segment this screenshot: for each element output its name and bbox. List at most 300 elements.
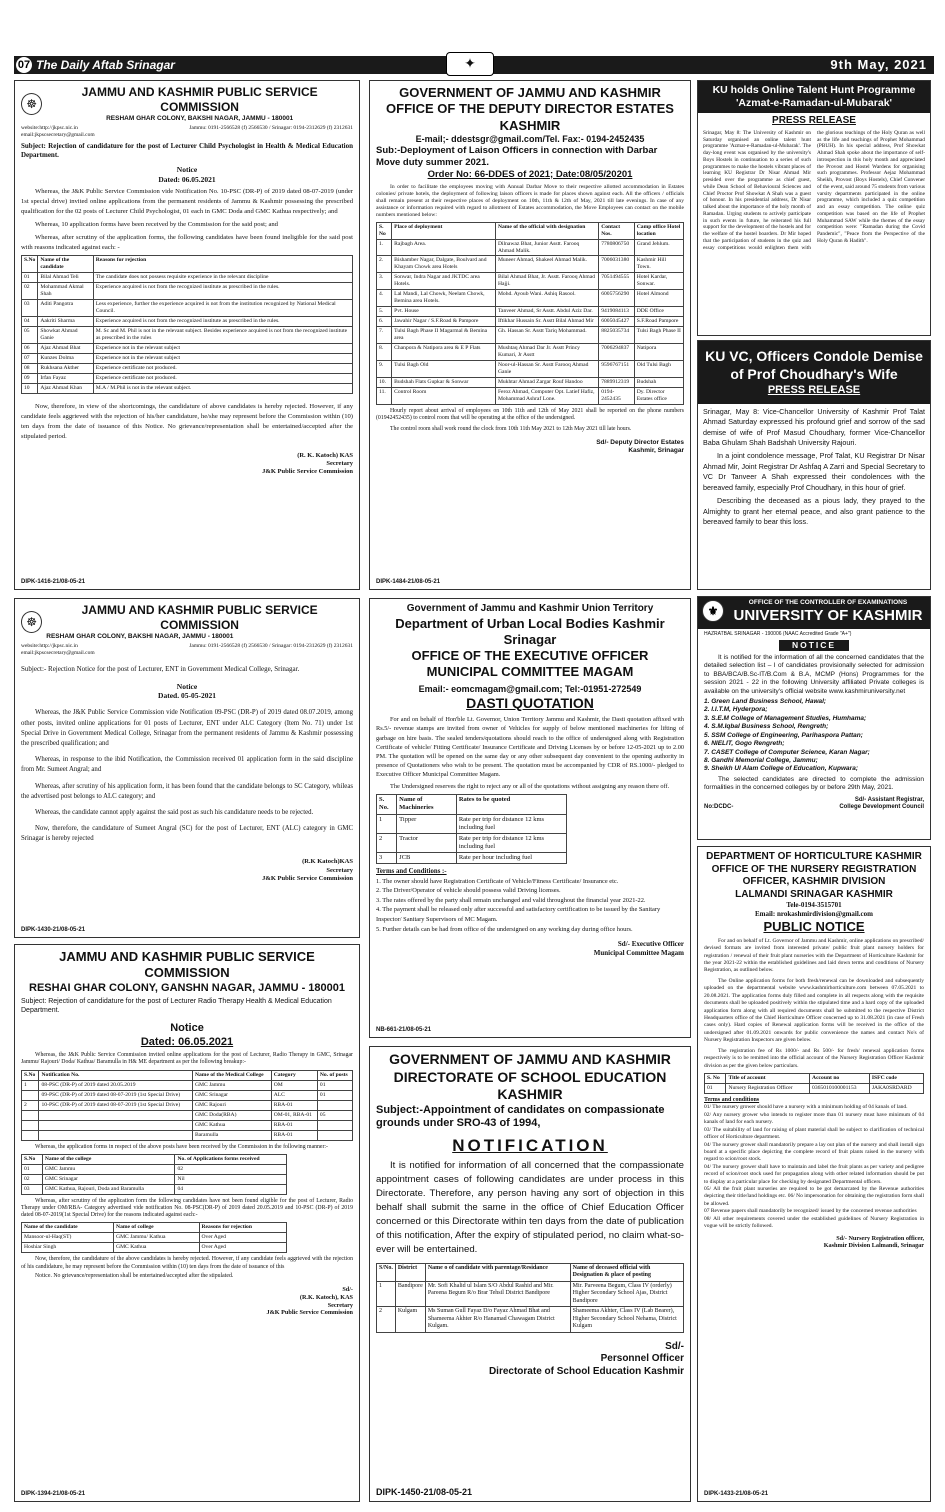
term-item: 02/ Any nursery grower who intends to register more than 01 nursery must have minimum of 04 kanals of land for each nursery. [704,1111,924,1126]
subject: Subject:-Appointment of candidates on compassionate grounds under SRO-43 of 1994, [376,1103,665,1130]
cell: RBA-01 [271,1100,317,1110]
signatory-org: Municipal Committee Magam [593,949,684,958]
cell: Aditi Pangotra [38,300,93,317]
jkpsc-notice-radio-therapy [14,944,360,1502]
signature-mark: Sd/- [342,1286,353,1294]
signatory-title: Secretary [327,1301,353,1309]
ad-code: NB-661-21/08-05-21 [376,1026,432,1033]
signatory: Sd/- Nursery Registration officer, [836,1234,924,1242]
paragraph: For and on behalf of Hon'ble Lt. Governor, Union Territory Jammu and Kashmir, the Dasti quotation affixed with Rs.5/- revenue stamps are invited from owner of Vehicles for supply of below mentioned machineries for lifting of garbage on hire basis. The sealed tenders/quotations should reach to the office of undersigned along with Registration Certificate of vehicle/ Fitting Certificate/ Insurance Certificate and Driving Licenses by or before 12-05-2021 up to 2.00 PM. The quotation will be opened on the same day or any other subsequent day convenient to the opening authority in presence of Quotationers who wish to be present. The quotation must be accompanied by CDR of RS.1000/- pledged to Executive Officer Municipal Committee Magam. [376,716,684,778]
cell: Experience certificate not produced. [93,364,352,374]
table-header: S.No [22,1070,39,1080]
press-release-label: PRESS RELEASE [767,384,861,397]
table-row [22,1184,287,1194]
signatory: Sd/- Executive Officer [617,940,684,949]
cell: GMC Rajouri [192,1100,271,1110]
cell [39,1110,192,1120]
ad-code: DIPK-1430-21/08-05-21 [21,926,86,933]
headline-line: KU holds Online Talent Hunt Programme [712,84,916,96]
cell: Dilnawaz Bhat, Junior Asstt. Farooq Ahmad Malik. [495,239,598,256]
cell: 06 [22,344,38,354]
cell: 02 [175,1164,286,1174]
ulb-dasti-quotation [369,598,691,1038]
email[interactable]: email:jkpscsecretary@gmail.com [21,650,95,656]
public-notice-heading: PUBLIC NOTICE [763,918,865,934]
cell: Muneer Ahmad, Shakeel Ahmad Malik. [495,256,598,273]
ad-code: DIPK-1450-21/08-05-21 [376,1486,473,1497]
headline-line: 'Azmat-e-Ramadan-ul-Mubarak' [735,97,893,110]
cell: Tulsi Bagh Phase II [634,327,683,344]
table-header: Rates to be quoted [456,795,566,814]
cell: Rajbagh Area. [392,239,496,256]
table-row [22,1164,287,1174]
cell: 7051494555 [599,273,635,290]
term-item: 5. Further details can be had from office of the undersigned on any working day during office hours. [376,925,633,933]
cell: Natipora [634,344,683,361]
table-header: Name of the Medical College [192,1070,271,1080]
paper-logo-icon: ✦ [446,52,494,76]
cell: GMC Jammu [192,1080,271,1090]
table-header: Name of the college [42,1154,175,1164]
term-item: 4. The payment shall be released only after successful and satisfactory certification to be issued by the Sanitary Inspector/ Sanitary Supervisors of MC Magam. [376,906,661,924]
reference-number: No:DCDC- [704,804,734,811]
paper-name: The Daily Aftab Srinagar [36,58,175,72]
emblem-icon: ☸ [21,611,42,633]
cell: 09 [22,374,38,384]
cell: 3 [377,853,397,864]
org-title: JAMMU AND KASHMIR PUBLIC SERVICE COMMISSION [81,85,318,114]
cell: GMC Srinagar [192,1090,271,1100]
term-item: 1. The owner should have Registration Certificate of Vehicle/Fitness Certificate/ Insurance etc. [376,877,619,885]
cell: 1 [377,1281,396,1307]
cell [39,1130,192,1140]
cell: Tractor [397,833,457,852]
org-address: RESHAI GHAR COLONY, GANSHN NAGAR, JAMMU - 180001 [29,981,345,994]
cell [39,1120,192,1130]
table-header: Name o of candidate with parentage/Residance [425,1263,570,1281]
signature-mark: Sd/- [665,1340,684,1352]
cell: GMC Srinagar [42,1174,175,1184]
cell: Mushtaq Ahmad Dar Jr. Asstt Princy Kumari, Jr Asstt [495,344,598,361]
cell: 08 [22,364,38,374]
cell: 6005756290 [599,290,635,307]
table-header: Name of Machineries [397,795,457,814]
cell: 04 [22,317,38,327]
office-location: LALMANDI SRINAGAR KASHMIR [735,888,893,900]
directorate-title: DIRECTORATE OF SCHOOL EDUCATION KASHMIR [393,1068,667,1102]
college-item: 4. S.M.Iqbal Business School, Rengreth; [704,723,829,731]
cell: Mr. Sofi Khalid ul Islam S/O Abdul Rashid and Mir. Pareena Begum R/o Brar Tehsil District Bandipore [425,1281,570,1307]
signatory-place: Kashmir, Srinagar [628,447,684,455]
cell: 7006294837 [599,344,635,361]
jkpsc-notice-child-psychologist [14,80,360,590]
website[interactable]: website:http://jkpsc.nic.in [21,643,78,650]
ad-code: DIPK-1433-21/08-05-21 [704,1490,769,1497]
cell: Budshah [634,378,683,388]
cell: DDE Office [634,307,683,317]
table-row [22,1243,287,1253]
candidates-table [376,1263,684,1333]
rejection-table [21,255,353,394]
horticulture-public-notice [697,846,931,1502]
table-row [22,374,353,384]
table-header: Reasons for rejection [199,1223,286,1233]
paragraph: The Undersigned reserves the right to reject any or all of the quotations without assigning any reason there off. [390,783,670,791]
cell: Over Aged [199,1243,286,1253]
cell: 02 [22,1174,43,1184]
cell [22,1120,39,1130]
cell: OM-01, RBA-01 [271,1110,317,1120]
paragraph: Describing the deceased as a pious lady, they prayed to the Almighty to grant her eternal peace, and also grant patience to the bereaved family to bear this loss. [703,496,925,527]
cell: 07 [22,354,38,364]
cell: 08-PSC (DR-P) of 2019 dated 20.05.2019 [39,1080,192,1090]
cell: 10-PSC (DR-P) of 2019 dated 08-07-2019 (1st Special Drive) [39,1100,192,1110]
cell: GMC Jammu [42,1164,175,1174]
cell: 7780806750 [599,239,635,256]
headline [698,81,930,113]
cell [22,1130,39,1140]
table-row [377,1307,684,1333]
cell: Control Room [392,388,496,405]
table-header: S. No [705,1073,726,1083]
ad-code: DIPK-1416-21/08-05-21 [21,578,86,585]
cell: 9. [377,361,392,378]
cell: Rukhsana Akther [38,364,93,374]
paragraph: The control room shall work round the clock from 10th 11th May 2021 to 12th May 2021 till late hours. [390,425,632,432]
table-row [22,1110,353,1120]
table-row [377,290,684,307]
cell: 05 [317,1110,352,1120]
cell: Feroz Ahmad, Computer Opt. Latief Hafiz, Mohammad Ashraf Lone. [495,388,598,405]
cell: Experience acquired is not from the recognized institute as prescribed in the rules. [93,283,352,300]
cell: Bilal Ahmad Teli [38,273,93,283]
cell: Ajaz Ahmad Khan [38,384,93,394]
signatory-org: J&K Public Service Commission [262,468,353,476]
headline-line: KU VC, Officers Condole Demise [705,348,923,364]
paragraph: Now, therefore, the candidature of Sumeet Angral (SC) for the post of Lecturer, ENT (ALC) category in GMC Srinagar is hereby rejected [21,825,353,843]
college-item: 1. Green Land Business School, Hawal; [704,697,827,705]
paragraph: Whereas, in response to the ibid Notification, the Commission received 01 application form in the said discipline from Mr. Sumeet Angral; and [21,756,353,774]
jkpsc-notice-ent [14,598,360,938]
cell: Lal Mandi, Lal Chowk, Neelam Chowk, Bemina area Hotels. [392,290,496,307]
website[interactable]: website:http://jkpsc.nic.in [21,125,78,132]
dept-title: DEPARTMENT OF HORTICULTURE KASHMIR [706,851,922,862]
govt-title: Government of Jammu and Kashmir Union Territory [406,603,654,614]
cell: 01 [22,1164,43,1174]
cell: 10 [22,384,38,394]
cell: Mohd. Ayoub Wani. Ashiq Rasool. [495,290,598,307]
emblem-icon: ☸ [21,93,42,115]
table-header: Contact Nos. [599,222,635,239]
subject: Subject:- Rejection Notice for the post of Lecturer, ENT in Government Medical College, Srinagar. [21,664,300,673]
cell [22,1110,39,1120]
cell: 9419084113 [599,307,635,317]
table-header: Name of the candidate [38,256,93,273]
table-row [22,273,353,283]
cell: Shameema Akhter, Class IV (Lab Bearer), Higher Secondary School Nehama, District Kulgam [570,1307,683,1333]
cell: Baramulla [192,1130,271,1140]
table-row [22,1100,353,1110]
cell: RBA-01 [271,1130,317,1140]
table-header: Name of deceased official with Designation & place of posting [570,1263,683,1281]
table-row [22,317,353,327]
table-header: Name of the official with designation [495,222,598,239]
signatory-org: Directorate of School Education Kashmir [488,1365,684,1377]
cell: Ms Suman Gull Fayaz D/o Fayaz Ahmad Bhat and Shameema Akhter R/o Hanamad Chawagam District Kulgam. [425,1307,570,1333]
cell: Less experience, further the experience acquired is not from the institution recognized by National Medical Council. [93,300,352,317]
cell: Tulsi Bagh Old [392,361,496,378]
cell: Nursery Registration Officer [726,1083,810,1093]
cell: Rate per trip for distance 12 kms including fuel [456,833,566,852]
ku-exam-notice [697,596,931,840]
term-item: 3. The rates offered by the party shall remain unchanged and valid throughout the financial year 2021-22. [376,896,646,904]
table-header: No. of posts [317,1070,352,1080]
cell [317,1120,352,1130]
cell: Aakriti Sharma [38,317,93,327]
college-item: 2. I.I.T.M, Hyderpora; [704,706,768,714]
table-row [377,256,684,273]
ku-condolence-release [697,340,931,590]
cell [317,1130,352,1140]
table-header: S/No. [377,1263,396,1281]
cell: Sonwar, Indra Nagar and JKTDC area Hotels. [392,273,496,290]
article-body: Srinagar, May 8: The University of Kashmir on Saturday organised an online talent hunt programme 'Azmat-e-Ramadan-ul-Mubarak'. The day-long event was organised by the university's Boys Hostels in continuation to a series of such programmes to make the hostels vibrant places of learning KU Registrar Dr Nisar Ahmad Mir presided over the programme as chief guest, while Dean School of Behavioural Sciences and Chief Proctor Prof Showkat A Shah was a guest of honour. In his presidential address, Dr Nisar talked about the importance of the holy month of Ramadan. Urging students to actively participate in such events in future, he reiterated his full support for the development of the hostels and for the welfare of the hostel boarders. Dr Mir hoped that the participation of students in the quiz and essay competitions would enlighten them with the glorious teachings of the Holy Quran as well as the life and teachings of Prophet Mohammad (PBUH). In his special address, Prof Showkat Ahmad Shah spoke about the importance of self-introspection in this holy month and appreciated the Provost and Hostel Wardens for organising such programmes. Professor Aejaz Mohammad Sheikh, Provost (Boys Hostels), Chief Convener of the event, said around 75 students from various varsity departments participated in the online programme, which included a quiz competition and an essay competition. The online quiz competition was based on the life of Prophet Muhammad SAW while the themes of the essay competition were: "Ramadan during the Covid Pandemic", "Peace from the Perspective of the Holy Quran & Hadith". [703,129,925,251]
cell: Over Aged [199,1233,286,1243]
paragraph: It is notified for information of all concerned that the compassionate appointment cases of following candidates are under process in this Directorate. Therefore, any person having any sort of objection in this behalf shall submit the same in the office of Chief Education Officer concerned or this Directorate within ten days from the date of publication of this notification, After the expiry of stipulated period, no claim what-so-ever will be entertained. [376,1160,684,1255]
paragraph: Srinagar, May 8: Vice-Chancellor University of Kashmir Prof Talat Ahmad Saturday expressed his profound grief and sorrow of the sad demise of wife of Prof Masud Choudhary, former Vice-Chancellor Baba Ghulam Shah Badshah University Rajouri. [703,406,925,447]
ad-code: DIPK-1394-21/08-05-21 [21,1490,86,1497]
signatory-title: Secretary [326,866,353,874]
table-header: Name of college [114,1223,199,1233]
cell: Experience not in the relevant subject [93,354,352,364]
table-row [377,273,684,290]
signatory: Sd/- Assistant Registrar, [854,796,924,803]
cell: 0194-2452435 [599,388,635,405]
notice-heading: Notice [176,165,198,175]
cell: JAKA0SRDARD [869,1083,923,1093]
govt-title: GOVERNMENT OF JAMMU AND KASHMIR [389,1051,671,1067]
term-item: 01/ The nursery grower should have a nursery with a minimum holding of 04 kanals of land. [704,1104,908,1111]
table-header: Account no [810,1073,870,1083]
cell: 2 [22,1100,39,1110]
table-row [377,1281,684,1307]
exam-banner [698,597,930,629]
cell: Grand Jehlum. [634,239,683,256]
office-title: OFFICE OF THE NURSERY REGISTRATION OFFICER, KASHMIR DIVISION [711,863,917,887]
order-number: Order No: 66-DDES of 2021; Date:08/05/20201 [427,168,633,180]
college-item: 9. Sheikh Ul Alam College of Education, Kupwara; [704,765,858,773]
paragraph: Whereas, the J&K Public Service Commission vide Notification No. 10-PSC (DR-P) of 2019 dated 08-07-2019 (under 1st special drive) invited online applications from the permanent residents of Jammu & Kashmir possessing the prescribed qualification for the 02 posts of Lecturer Child Psychologist, 01 each in GMC Doda and GMC Kathua respectively; and [21,188,353,215]
table-row [22,283,353,300]
term-item: 03/ The suitability of land for raising of plant material shall be subject to clarification of technical officer of Horticulture department. [704,1126,924,1141]
cell: 6. [377,317,392,327]
table-row [377,344,684,361]
table-row [377,833,567,852]
table-row [22,1120,353,1130]
paragraph: It is notified for the information of all the concerned candidates that the detailed selection list – I of candidates provisionally selected for admission to BBA/BCA/B.Sc-IT/B.Com & B.A, MCMP (Hons) Programmes for the session 2021 - 22 in the following University affiliated Private colleges is available on the university's official website www.kashmiruniversity.net [704,653,924,695]
cell: OM [271,1080,317,1090]
signatory-name: (R.K Katoch)KAS [302,858,353,866]
notice-date: Dated. 05-05-2021 [158,691,216,700]
notice-label: NOTICE [779,640,849,651]
cell: Ajaz Ahmad Bhat [38,344,93,354]
signatory-title: Personnel Officer [600,1353,684,1365]
table-header: Reasons for rejection [93,256,352,273]
cell: The candidate does not possess requisite experience in the relevant discipline [93,273,352,283]
cell: 2. [377,256,392,273]
cell: 9596767151 [599,361,635,378]
phones: Jammu: 0191-2566528 (f) 2566530 / Srinagar: 0194-2312629 (f) 2312631 [189,125,353,132]
cell: Tipper [397,814,457,833]
table-row [22,354,353,364]
paragraph: The registration fee of Rs 1000/- and Rs 500/- for fresh/ renewal application forms respectively is to be remitted into the official account of the Nursery Registration Officer Kashmir division as per the given below particulars. [704,1047,924,1069]
paragraph: Whereas, the application forms in respect of the above posts have been received by the Commission in the following manner:- [35,1143,328,1150]
paragraph: Notice. No grievance/representation shall be entertained/accepted after the stipulated. [35,1272,234,1279]
cell: Jawahir Nagar / S.F.Road & Pampore [392,317,496,327]
table-row [22,1233,287,1243]
cell: 01 [22,273,38,283]
table-header: Category [271,1070,317,1080]
signatory-org: College Development Council [839,804,924,811]
org-address: RESHAM GHAR COLONY, BAKSHI NAGAR, JAMMU - 180001 [106,115,294,122]
cell: Noor-ul-Hassan Sr. Asstt Farooq Ahmad Ganie [495,361,598,378]
paragraph: The selected candidates are directed to complete the admission formalities in the concerned colleges by or before 29th May, 2021. [704,775,924,792]
rejection-table [21,1222,287,1253]
cell: Rate per trip for distance 12 kms including fuel [456,814,566,833]
cell: Irfan Fayaz [38,374,93,384]
paragraph: Hourly report about arrival of employees on 10th 11th and 12th of May 2021 shall be reported on the phone numbers (01942452435) to control room that will be operating at the office of the undersigned. [376,408,684,422]
cell: Dy. Director Estates office [634,388,683,405]
cell: 01 [317,1090,352,1100]
cell: Nil [175,1174,286,1184]
cell: Mir. Parveena Begum, Class IV (orderly) Higher Secondary School Ajas, District Bandipore [570,1281,683,1307]
cell: M.A / M.Phil is not in the relevant subject. [93,384,352,394]
paragraph: Whereas, the candidate cannot apply against the said post as such his candidature needs to be rejected. [35,808,314,816]
cell: 2 [377,1307,396,1333]
estates-deployment-order [369,80,691,590]
cell: GMC Kathua [192,1120,271,1130]
cell: Gh. Hassan Sr. Asstt Tariq Mohammad. [495,327,598,344]
college-item: 6. NIELIT, Gogo Rengreth; [704,740,785,748]
cell: Experience not in the relevant subject [93,344,352,354]
paragraph: In order to facilitate the employees moving with Annual Darbar Move to their respective allotted accommodation in Estates colonies/ private hotels, the deployment of following laison officers is made for places shown against each. All the officers / officials shall remain present at their respective places of deployment on 10th, 11th & 12th of May, 2021 till late evenings. In case of any assistance or information required with regard to allotment of Estates accommodation, the Move Employees can contact on the mobile numbers mentioned below: [376,183,684,218]
cell: 4. [377,290,392,307]
email[interactable]: Email: nrokashmirdivision@gmail.com [754,909,873,918]
university-title: UNIVERSITY OF KASHMIR [733,607,923,625]
cell: Rate per hour including fuel [456,853,566,864]
dept-title: Department of Urban Local Bodies Kashmir Srinagar [395,615,665,647]
email[interactable]: email:jkpscsecretary@gmail.com [21,132,95,138]
cell: Chanpora & Natipora area & E P Flats [392,344,496,361]
paragraph: For and on behalf of Lt. Governor of Jammu and Kashmir, online applications on prescribed/ devised formats are invited from interested private/ public fruit plant nursery holders for registration / renewal of their fruit plant nurseries with the Department of Horticulture Kashmir for the year 2021-22 within the established guidelines and laid down terms and conditions of Nursery Registration, as outlined below. [704,937,924,974]
cell: 09-PSC (DR-P) of 2019 dated 08-07-2019 (1st Special Drive) [39,1090,192,1100]
cell: 11. [377,388,392,405]
terms-heading: Terms and Conditions :- [376,868,447,876]
notification-heading: NOTIFICATION [452,1136,608,1155]
term-item: 04/ The nursery grower shall have to maintain and label the fruit plants as per variety and pedigree record of scion/root stock used for propagation along with other related information should be put to display at a particular place for checking by designated Departmental officers. [704,1163,924,1185]
office-title: OFFICE OF THE CONTROLLER OF EXAMINATIONS [748,599,908,606]
terms-heading: Terms and conditions [704,1096,760,1103]
signatory-name: (R.K. Katoch), KAS [299,1293,353,1301]
table-row [377,378,684,388]
paragraph: Whereas, the J&K Public Service Commission vide Notification 09-PSC (DR-P) of 2019 dated 08.07.2019, among other posts, invited online applications for 01 posts of Lecturer, ENT under ALC Category (Item No. 71) under 1st Special Drive in Government Medical College, Srinagar from the permanent residents of Jammu & Kashmir possessing the prescribed qualification; and [21,709,353,747]
cell: Old Tulsi Bagh [634,361,683,378]
office-title: OFFICE OF THE EXECUTIVE OFFICER MUNICIPAL COMMITTEE MAGAM [411,648,649,680]
term-item: 08/ All other requirements covered under the established guidelines of Nursery Registration in vogue will be strictly followed. [704,1215,924,1230]
table-row [377,307,684,317]
cell: Mohammad Akmal Shah [38,283,93,300]
table-header: S.No [22,256,38,273]
paragraph: Whereas, the J&K Public Service Commission invited online applications for the post of Lecturer, Radio Therapy in GMC, Srinagar Jammu/ Rajouri/ Doda/ Kathua/ Baramulla in H& ME department as per the following breakup:- [21,1052,353,1066]
paragraph: Now, therefore, in view of the shortcomings, the candidature of above candidates is hereby rejected. However, if any candidate feels aggrieved with the rejection of his/her candidature, he/she may represent before the Commission within (10) ten days from the date of issuance of this Notice. No grievance/representation shall be entertained/accepted after the stipulated period. [21,403,353,440]
cell: Bandipore [395,1281,425,1307]
table-row [22,364,353,374]
paragraph: The Online application forms for both fresh/renewal can be downloaded and subsequently uploaded on the departmental website www.kashmirhorticulture.com between 07.05.2021 to 20.08.2021. The application forms duly filled and complete in all respects along with the requisite documents shall be uploaded positively within the stipulated time and a hard copy of the uploaded application form along with all required documents shall be submitted to the respective District Headquarters office of the Chief Horticulture Officer concerned up to 31.08.2021 (in case of Fresh cases only). Hard copies of Renewal application forms will be received in the office of the undersigned after 01.09.2021 onwards for public convenience the names and contact No's of Nursery Registration Inspectors are given below. [704,977,924,1044]
paragraph: Whereas, after scrutiny of the application form the following candidates have not been found eligible for the post of Lecturer, Radio Therapy under OM/RBA- Category advertised vide notification No. 08-PSC(DR-P) of 2019 dated 20.05.2019 and 10-PSC (DR-P) of 2019 dated 08-07-2019(1st Special Drive) for the reasons indicated against each:- [21,1197,353,1219]
notice-date: Dated: 06.05.2021 [158,174,216,184]
table-row [705,1083,924,1093]
cell: 3. [377,273,392,290]
cell: Hoshiar Singh [22,1243,114,1253]
cell: 1. [377,239,392,256]
cell: Experience acquired is not from the recognized institute as prescribed in the rules. [93,317,352,327]
cell: 7006031380 [599,256,635,273]
table-header: Notification No. [39,1070,192,1080]
table-row [22,344,353,354]
paragraph: In a joint condolence message, Prof Talat, KU Registrar Dr Nisar Ahmad Mir, Joint Registrar Dr Ashfaq A Zarri and Special Secretary to VC Dr Tanveer A Shah expressed their condolences with the bereaved family, especially Prof Choudhary, in this hour of grief. [703,451,925,492]
paragraph: Now, therefore, the candidature of the above candidates is hereby rejected. However, if any candidate feels aggrieved with the rejection of his candidature, he may represent before the Commission within (10) ten days from the date of issuance of this [21,1256,353,1270]
term-item: 2. The Driver/Operator of vehicle should possess valid Driving licenses. [376,887,561,895]
table-row [377,239,684,256]
cell: Kulgam [395,1307,425,1333]
cell: Showkat Ahmad Ganie [38,327,93,344]
cell: 1 [22,1080,39,1090]
notice-heading: Notice [170,1021,204,1034]
newspaper-header [0,0,945,74]
cell: 8. [377,344,392,361]
office-title: OFFICE OF THE DEPUTY DIRECTOR ESTATES KASHMIR [386,101,674,133]
cell: 7889912319 [599,378,635,388]
org-address: RESHAM GHAR COLONY, BAKSHI NAGAR, JAMMU - 180001 [46,633,234,640]
table-row [377,361,684,378]
cell: 04 [175,1184,286,1194]
table-header: Title of account [726,1073,810,1083]
cell: 2 [377,833,397,852]
table-header: S. No [377,222,392,239]
table-row [22,1174,287,1184]
cell: Mukhtar Ahmad Zargar Rouf Handoo [495,378,598,388]
subject: Sub:-Deployment of Laison Officers in connection with Darbar Move duty summer 2021. [376,145,658,168]
college-item: 3. S.E.M College of Management Studies, Humhama; [704,714,867,722]
cell: Kashmir Hill Town. [634,256,683,273]
quotation-heading: DASTI QUOTATION [466,694,594,711]
cell: 6005045427 [599,317,635,327]
contact: Email:- eomcmagam@gmail.com; Tel:-01951-272549 [418,683,642,694]
cell: ALC [271,1090,317,1100]
table-row [377,853,567,864]
ku-talent-hunt-release [697,80,931,336]
table-header: S.No [22,1154,43,1164]
cell: GMC Jammu/ Kathua [114,1233,199,1243]
cell: 01 [705,1083,726,1093]
machinery-table [376,794,567,864]
govt-title: GOVERNMENT OF JAMMU AND KASHMIR [399,85,661,100]
table-row [377,317,684,327]
university-subtitle: HAZRATBAL SRINAGAR - 190006 (NAAC Accredited Grade "A+") [704,630,852,637]
term-item: 07 Revenue papers shall mandatorily be recognized/ issued by the concerned revenue authorities [704,1208,917,1215]
cell: GMC Kathua [114,1243,199,1253]
cell: 01 [317,1080,352,1090]
